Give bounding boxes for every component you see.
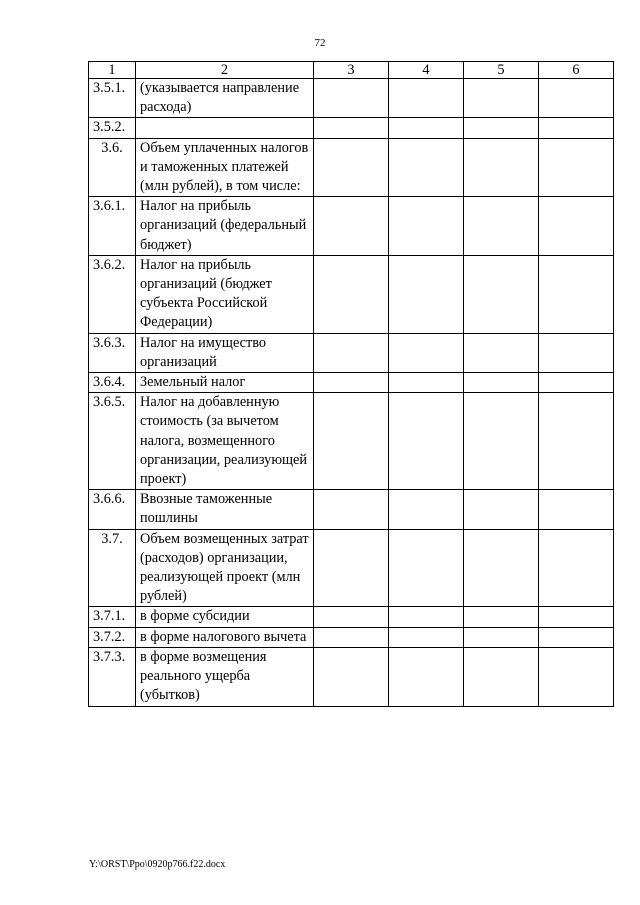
value-cell bbox=[539, 333, 614, 372]
value-cell bbox=[314, 627, 389, 647]
table-row bbox=[89, 333, 614, 372]
row-number: 3.5.2. bbox=[89, 118, 136, 138]
row-number: 3.6.1. bbox=[89, 197, 136, 256]
row-number: 3.6.4. bbox=[89, 373, 136, 393]
column-header: 4 bbox=[389, 62, 464, 79]
row-number: 3.6.2. bbox=[89, 255, 136, 333]
value-cell bbox=[539, 529, 614, 607]
row-label: в форме возмещения реального ущерба (убытков) bbox=[136, 647, 314, 706]
value-cell bbox=[539, 118, 614, 138]
value-cell bbox=[314, 79, 389, 118]
data-table bbox=[88, 61, 614, 707]
value-cell bbox=[464, 529, 539, 607]
table-row bbox=[89, 393, 614, 490]
value-cell bbox=[314, 529, 389, 607]
row-number: 3.6. bbox=[89, 138, 136, 197]
file-path-footer: Y:\ORST\Ppo\0920p766.f22.docx bbox=[89, 859, 226, 870]
table-row bbox=[89, 627, 614, 647]
page-number: 72 bbox=[314, 37, 326, 49]
row-label bbox=[136, 118, 314, 138]
column-header: 1 bbox=[89, 62, 136, 79]
table-row bbox=[89, 79, 614, 118]
value-cell bbox=[314, 490, 389, 529]
row-label: Ввозные таможенные пошлины bbox=[136, 490, 314, 529]
value-cell bbox=[464, 627, 539, 647]
value-cell bbox=[539, 79, 614, 118]
column-header: 6 bbox=[539, 62, 614, 79]
value-cell bbox=[464, 607, 539, 627]
value-cell bbox=[464, 255, 539, 333]
row-label: в форме субсидии bbox=[136, 607, 314, 627]
table-row bbox=[89, 255, 614, 333]
value-cell bbox=[389, 138, 464, 197]
value-cell bbox=[464, 647, 539, 706]
value-cell bbox=[389, 118, 464, 138]
value-cell bbox=[389, 333, 464, 372]
value-cell bbox=[464, 79, 539, 118]
value-cell bbox=[539, 627, 614, 647]
value-cell bbox=[389, 255, 464, 333]
row-number: 3.6.3. bbox=[89, 333, 136, 372]
value-cell bbox=[464, 197, 539, 256]
row-number: 3.7.2. bbox=[89, 627, 136, 647]
value-cell bbox=[389, 490, 464, 529]
value-cell bbox=[539, 138, 614, 197]
value-cell bbox=[314, 255, 389, 333]
row-number: 3.6.5. bbox=[89, 393, 136, 490]
value-cell bbox=[314, 373, 389, 393]
value-cell bbox=[389, 647, 464, 706]
table-header-row bbox=[89, 62, 614, 79]
column-header: 5 bbox=[464, 62, 539, 79]
row-label: Налог на прибыль организаций (федеральный бюджет) bbox=[136, 197, 314, 256]
value-cell bbox=[389, 627, 464, 647]
table-row bbox=[89, 490, 614, 529]
value-cell bbox=[389, 607, 464, 627]
value-cell bbox=[464, 373, 539, 393]
value-cell bbox=[539, 373, 614, 393]
row-label: Налог на прибыль организаций (бюджет субъекта Российской Федерации) bbox=[136, 255, 314, 333]
table-row bbox=[89, 197, 614, 256]
table-row bbox=[89, 529, 614, 607]
value-cell bbox=[389, 393, 464, 490]
row-label: Налог на добавленную стоимость (за вычетом налога, возмещенного организации, реализующей проект) bbox=[136, 393, 314, 490]
value-cell bbox=[539, 197, 614, 256]
value-cell bbox=[314, 138, 389, 197]
value-cell bbox=[314, 118, 389, 138]
value-cell bbox=[539, 393, 614, 490]
value-cell bbox=[539, 490, 614, 529]
value-cell bbox=[314, 647, 389, 706]
value-cell bbox=[464, 118, 539, 138]
value-cell bbox=[314, 393, 389, 490]
row-label: Объем возмещенных затрат (расходов) организации, реализующей проект (млн рублей) bbox=[136, 529, 314, 607]
row-label: (указывается направление расхода) bbox=[136, 79, 314, 118]
value-cell bbox=[464, 138, 539, 197]
row-number: 3.5.1. bbox=[89, 79, 136, 118]
table-row bbox=[89, 647, 614, 706]
value-cell bbox=[464, 333, 539, 372]
row-number: 3.7. bbox=[89, 529, 136, 607]
table-row bbox=[89, 373, 614, 393]
value-cell bbox=[389, 373, 464, 393]
table-row bbox=[89, 138, 614, 197]
table-row bbox=[89, 118, 614, 138]
value-cell bbox=[389, 79, 464, 118]
table-row bbox=[89, 607, 614, 627]
column-header: 3 bbox=[314, 62, 389, 79]
row-label: Объем уплаченных налогов и таможенных платежей (млн рублей), в том числе: bbox=[136, 138, 314, 197]
row-number: 3.6.6. bbox=[89, 490, 136, 529]
value-cell bbox=[539, 647, 614, 706]
row-label: в форме налогового вычета bbox=[136, 627, 314, 647]
row-number: 3.7.3. bbox=[89, 647, 136, 706]
row-label: Налог на имущество организаций bbox=[136, 333, 314, 372]
value-cell bbox=[389, 529, 464, 607]
value-cell bbox=[464, 490, 539, 529]
value-cell bbox=[389, 197, 464, 256]
value-cell bbox=[464, 393, 539, 490]
column-header: 2 bbox=[136, 62, 314, 79]
value-cell bbox=[314, 333, 389, 372]
row-label: Земельный налог bbox=[136, 373, 314, 393]
value-cell bbox=[314, 607, 389, 627]
row-number: 3.7.1. bbox=[89, 607, 136, 627]
value-cell bbox=[539, 607, 614, 627]
value-cell bbox=[539, 255, 614, 333]
value-cell bbox=[314, 197, 389, 256]
